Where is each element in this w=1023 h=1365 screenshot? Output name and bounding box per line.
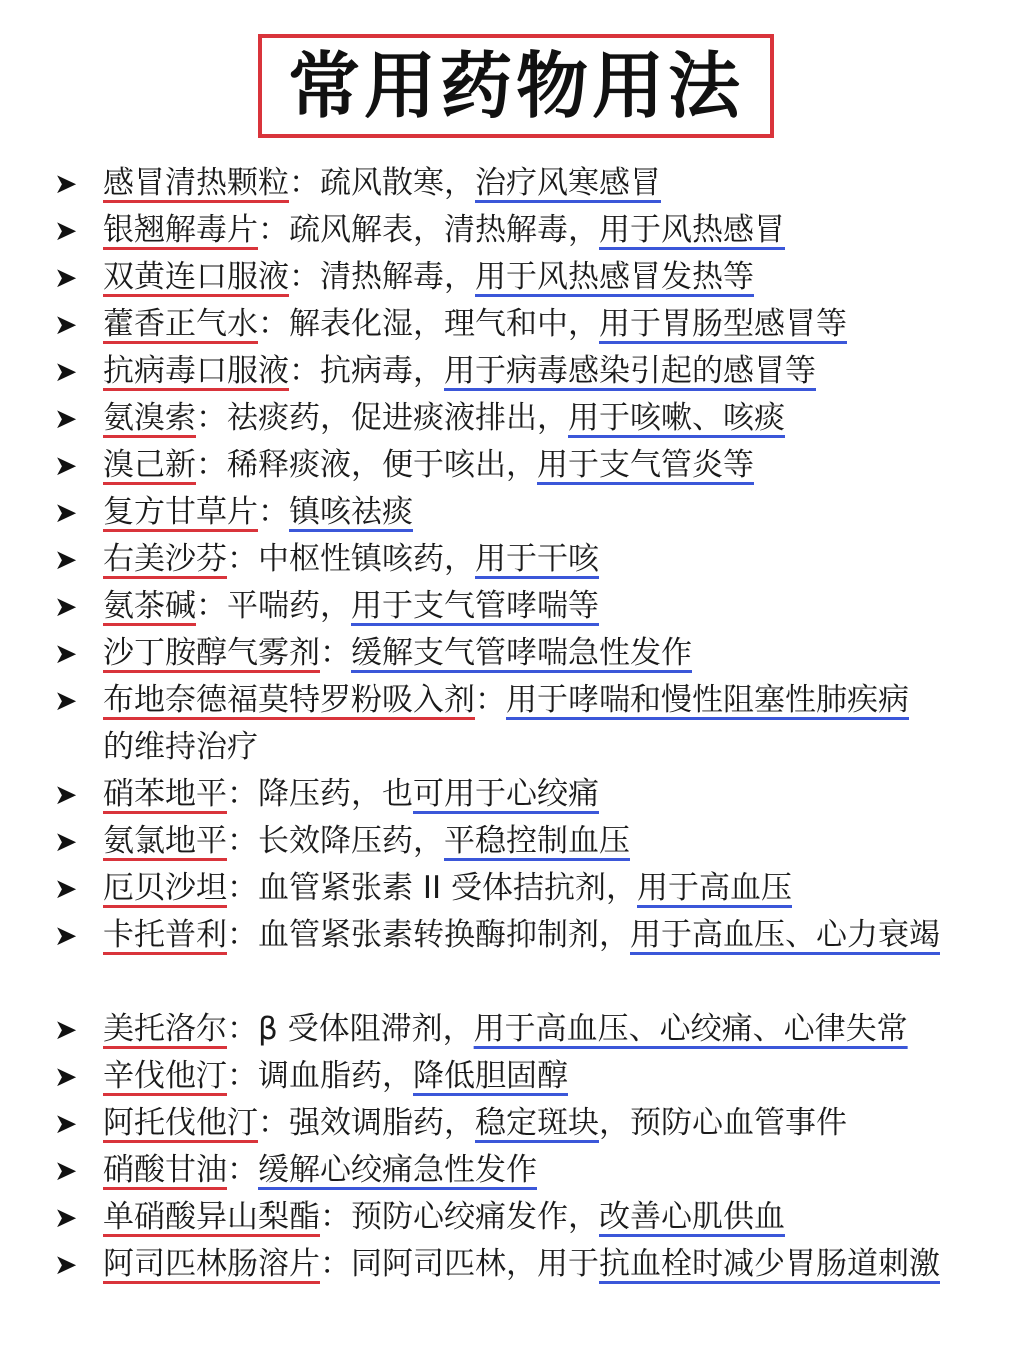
separator: ： (320, 1246, 351, 1282)
separator: ： (475, 682, 506, 718)
drug-use: 用于高血压、心绞痛、心律失常 (473, 1011, 908, 1047)
drug-description: 解表化湿，理气和中， (289, 306, 599, 342)
arrow-bullet-icon: ➤ (54, 261, 78, 294)
drug-description: 中枢性镇咳药， (258, 541, 475, 577)
drug-use: 缓解支气管哮喘急性发作 (351, 635, 692, 671)
drug-use: 镇咳祛痰 (289, 494, 413, 530)
separator: ： (227, 1011, 258, 1047)
list-item (0, 865, 1023, 912)
drug-description: 预防心绞痛发作， (351, 1199, 599, 1235)
drug-use: 用于支气管哮喘等 (351, 588, 599, 624)
drug-description: 抗病毒， (320, 353, 444, 389)
drug-use: 用于风热感冒发热等 (475, 259, 754, 295)
drug-use: 降低胆固醇 (413, 1058, 568, 1094)
drug-name: 氨茶碱 (103, 588, 196, 624)
drug-name: 银翘解毒片 (103, 212, 258, 248)
drug-description: 调血脂药， (258, 1058, 413, 1094)
arrow-bullet-icon: ➤ (54, 355, 78, 388)
drug-name: 复方甘草片 (103, 494, 258, 530)
drug-name: 美托洛尔 (103, 1011, 227, 1047)
drug-use: 治疗风寒感冒 (475, 165, 661, 201)
drug-description: 血管紧张素转换酶抑制剂， (258, 917, 630, 953)
drug-name: 氨氯地平 (103, 823, 227, 859)
drug-description: 疏风散寒， (320, 165, 475, 201)
separator: ： (227, 870, 258, 906)
drug-description: 稀释痰液，便于咳出， (227, 447, 537, 483)
list-item (0, 442, 1023, 489)
list-item (0, 536, 1023, 583)
drug-name: 硝苯地平 (103, 776, 227, 812)
drug-use: 用于咳嗽、咳痰 (568, 400, 785, 436)
drug-name: 双黄连口服液 (103, 259, 289, 295)
drug-description: 同阿司匹林，用于 (351, 1246, 599, 1282)
drug-use: 改善心肌供血 (599, 1199, 785, 1235)
arrow-bullet-icon: ➤ (54, 402, 78, 435)
drug-use: 用于高血压、心力衰 (630, 917, 909, 953)
drug-use-continuation: ，预防心血管事件 (599, 1105, 847, 1141)
drug-description: β 受体阻滞剂， (258, 1011, 474, 1047)
drug-use: 用于高血压 (637, 870, 792, 906)
drug-name: 辛伐他汀 (103, 1058, 227, 1094)
list-item (0, 912, 1023, 1006)
drug-description: 长效降压药， (258, 823, 444, 859)
drug-name: 藿香正气水 (103, 306, 258, 342)
separator: ： (227, 776, 258, 812)
separator: ： (289, 259, 320, 295)
drug-use: 用于干咳 (475, 541, 599, 577)
drug-description: 清热解毒， (320, 259, 475, 295)
list-item (0, 1006, 1023, 1053)
drug-description: 平喘药， (227, 588, 351, 624)
drug-use: 用于哮喘和慢性阻塞性肺疾病 (506, 682, 909, 718)
list-item (0, 1194, 1023, 1241)
drug-name: 感冒清热颗粒 (103, 165, 289, 201)
drug-name: 沙丁胺醇气雾剂 (103, 635, 320, 671)
list-item (0, 160, 1023, 207)
arrow-bullet-icon: ➤ (54, 214, 78, 247)
drug-name: 阿司匹林肠溶片 (103, 1246, 320, 1282)
drug-description: 血管紧张素 II 受体拮抗剂， (258, 870, 637, 906)
drug-use-continuation: 竭 (909, 917, 940, 953)
separator: ： (258, 306, 289, 342)
drug-use: 缓解心绞痛急性发作 (258, 1152, 537, 1188)
list-item (0, 301, 1023, 348)
separator: ： (227, 917, 258, 953)
separator: ： (258, 1105, 289, 1141)
drug-description: 祛痰药，促进痰液排出， (227, 400, 568, 436)
list-item (0, 207, 1023, 254)
arrow-bullet-icon: ➤ (54, 637, 78, 670)
drug-use: 用于风热感冒 (599, 212, 785, 248)
separator: ： (227, 541, 258, 577)
list-item (0, 348, 1023, 395)
drug-name: 右美沙芬 (103, 541, 227, 577)
drug-name: 硝酸甘油 (103, 1152, 227, 1188)
list-item (0, 1241, 1023, 1335)
arrow-bullet-icon: ➤ (54, 1201, 78, 1234)
separator: ： (227, 1152, 258, 1188)
arrow-bullet-icon: ➤ (54, 684, 78, 717)
arrow-bullet-icon: ➤ (54, 543, 78, 576)
arrow-bullet-icon: ➤ (54, 167, 78, 200)
drug-description: 强效调脂药， (289, 1105, 475, 1141)
separator: ： (320, 1199, 351, 1235)
drug-description: 降压药，也 (258, 776, 413, 812)
list-item (0, 1053, 1023, 1100)
separator: ： (196, 447, 227, 483)
list-item (0, 1147, 1023, 1194)
drug-use: 用于胃肠型感冒等 (599, 306, 847, 342)
arrow-bullet-icon: ➤ (54, 1107, 78, 1140)
drug-use: 稳定斑块 (475, 1105, 599, 1141)
drug-use-continuation: 的维持治疗 (103, 729, 258, 765)
drug-description: 疏风解表，清热解毒， (289, 212, 599, 248)
arrow-bullet-icon: ➤ (54, 1248, 78, 1281)
drug-name: 卡托普利 (103, 917, 227, 953)
list-item (0, 630, 1023, 677)
drug-use: 用于病毒感染引起的感冒等 (444, 353, 816, 389)
separator: ： (289, 165, 320, 201)
separator: ： (227, 1058, 258, 1094)
separator: ： (320, 635, 351, 671)
list-item (0, 1100, 1023, 1147)
arrow-bullet-icon: ➤ (54, 778, 78, 811)
drug-use: 平稳控制血压 (444, 823, 630, 859)
arrow-bullet-icon: ➤ (54, 825, 78, 858)
drug-name: 厄贝沙坦 (103, 870, 227, 906)
drug-use: 可用于心绞痛 (413, 776, 599, 812)
arrow-bullet-icon: ➤ (54, 1154, 78, 1187)
separator: ： (196, 588, 227, 624)
list-item (0, 583, 1023, 630)
arrow-bullet-icon: ➤ (54, 919, 78, 952)
list-item (0, 818, 1023, 865)
drug-name: 溴己新 (103, 447, 196, 483)
arrow-bullet-icon: ➤ (54, 1060, 78, 1093)
drug-list (0, 160, 1023, 1335)
separator: ： (227, 823, 258, 859)
separator: ： (289, 353, 320, 389)
drug-name: 氨溴索 (103, 400, 196, 436)
arrow-bullet-icon: ➤ (54, 496, 78, 529)
drug-name: 单硝酸异山梨酯 (103, 1199, 320, 1235)
title-box (258, 34, 774, 138)
drug-use: 抗血栓时减少胃肠道刺 (599, 1246, 909, 1282)
arrow-bullet-icon: ➤ (54, 1013, 78, 1046)
list-item (0, 395, 1023, 442)
drug-name: 布地奈德福莫特罗粉吸入剂 (103, 682, 475, 718)
separator: ： (258, 494, 289, 530)
arrow-bullet-icon: ➤ (54, 449, 78, 482)
arrow-bullet-icon: ➤ (54, 590, 78, 623)
separator: ： (258, 212, 289, 248)
list-item (0, 771, 1023, 818)
list-item (0, 254, 1023, 301)
list-item (0, 677, 1023, 771)
separator: ： (196, 400, 227, 436)
drug-name: 抗病毒口服液 (103, 353, 289, 389)
arrow-bullet-icon: ➤ (54, 872, 78, 905)
arrow-bullet-icon: ➤ (54, 308, 78, 341)
list-item (0, 489, 1023, 536)
drug-use-continuation: 激 (909, 1246, 940, 1282)
page-title: 常用药物用法 (287, 44, 744, 128)
drug-name: 阿托伐他汀 (103, 1105, 258, 1141)
drug-use: 用于支气管炎等 (537, 447, 754, 483)
